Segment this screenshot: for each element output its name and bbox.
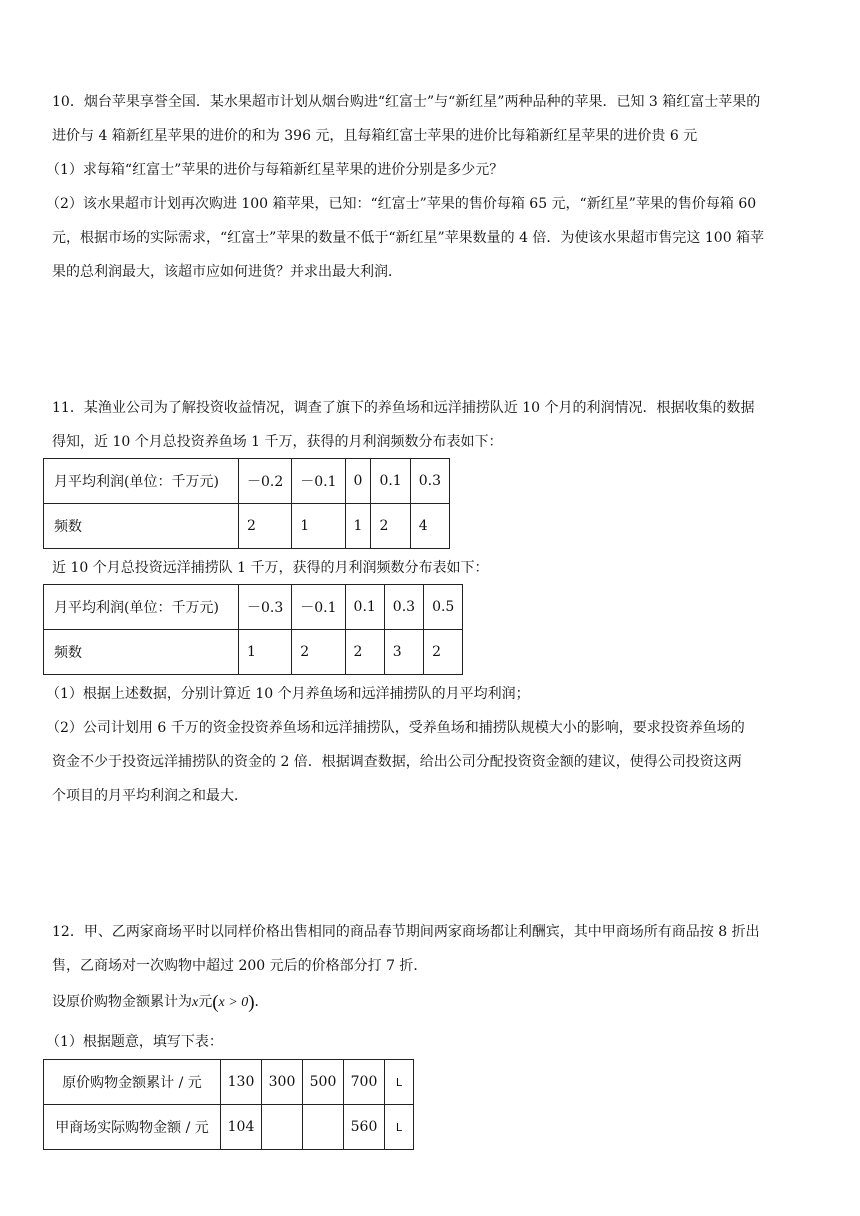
q10-part-2-line-2: 元，根据市场的实际需求，“红富士”苹果的数量不低于“新红星”苹果数量的 4 倍．为使该水果超市售完这 100 箱苹 bbox=[52, 230, 765, 246]
paren-close: ) bbox=[248, 992, 255, 1013]
table-cell: 2 bbox=[345, 630, 384, 675]
table-cell bbox=[262, 1105, 303, 1150]
q10-line-1: 10．烟台苹果享誉全国．某水果超市计划从烟台购进“红富士”与“新红星”两种品种的苹果．已知 3 箱红富士苹果的 bbox=[52, 94, 761, 110]
table-cell: －0.2 bbox=[239, 459, 292, 504]
table-row bbox=[44, 459, 450, 504]
fleet-profit-table bbox=[43, 584, 463, 675]
table-cell: －0.3 bbox=[239, 585, 292, 630]
table-header-cell: 月平均利润(单位：千万元) bbox=[44, 459, 239, 504]
table-cell: 2 bbox=[239, 504, 292, 549]
variable-x: x bbox=[192, 995, 199, 1010]
table-row bbox=[44, 1105, 414, 1150]
table-cell: 0.1 bbox=[371, 459, 410, 504]
q12-line-3-end: ． bbox=[254, 994, 269, 1010]
table-cell: 0.5 bbox=[424, 585, 463, 630]
table-row bbox=[44, 504, 450, 549]
table-cell: 0.3 bbox=[384, 585, 423, 630]
table-row bbox=[44, 585, 463, 630]
table-header-cell: 频数 bbox=[44, 630, 239, 675]
table-header-cell: 频数 bbox=[44, 504, 239, 549]
q11-line-2: 得知，近 10 个月总投资养鱼场 1 千万，获得的月利润频数分布表如下： bbox=[52, 434, 503, 450]
table-cell: 1 bbox=[239, 630, 292, 675]
q12-line-2: 售，乙商场对一次购物中超过 200 元后的价格部分打 7 折． bbox=[52, 958, 428, 974]
table-cell: －0.1 bbox=[292, 459, 345, 504]
condition: x > 0 bbox=[218, 995, 249, 1010]
table-cell bbox=[303, 1105, 344, 1150]
q12-part-1: （1）根据题意，填写下表： bbox=[46, 1034, 223, 1050]
q12-line-3 bbox=[52, 992, 269, 1013]
table-cell: 2 bbox=[292, 630, 345, 675]
table-cell: 0.1 bbox=[345, 585, 384, 630]
table-cell: 0 bbox=[345, 459, 371, 504]
q12-line-3-unit: 元 bbox=[198, 994, 213, 1010]
table-cell: 3 bbox=[384, 630, 423, 675]
q11-part-1: （1）根据上述数据，分别计算近 10 个月养鱼场和远洋捕捞队的月平均利润； bbox=[46, 686, 530, 702]
table-cell: 560 bbox=[344, 1105, 385, 1150]
table-cell: 4 bbox=[410, 504, 449, 549]
table-header-cell: 月平均利润(单位：千万元) bbox=[44, 585, 239, 630]
table-cell: 2 bbox=[424, 630, 463, 675]
table-header-cell: 原价购物金额累计 / 元 bbox=[44, 1060, 221, 1105]
paren-open: ( bbox=[212, 992, 219, 1013]
table-cell: 500 bbox=[303, 1060, 344, 1105]
q11-line-1: 11．某渔业公司为了解投资收益情况，调查了旗下的养鱼场和远洋捕捞队近 10 个月的利润情况．根据收集的数据 bbox=[52, 400, 755, 416]
q10-part-2-line-1: （2）该水果超市计划再次购进 100 箱苹果，已知：“红富士”苹果的售价每箱 65 元，“新红星”苹果的售价每箱 60 bbox=[46, 196, 757, 212]
q11-part-2-line-3: 个项目的月平均利润之和最大． bbox=[52, 788, 248, 804]
fish-farm-profit-table bbox=[43, 458, 450, 549]
q10-line-2: 进价与 4 箱新红星苹果的进价的和为 396 元，且每箱红富士苹果的进价比每箱新红星苹果的进价贵 6 元 bbox=[52, 128, 698, 144]
q11-part-2-line-1: （2）公司计划用 6 千万的资金投资养鱼场和远洋捕捞队，受养鱼场和捕捞队规模大小的影响，要求投资养鱼场的 bbox=[46, 720, 745, 736]
table-cell: 130 bbox=[221, 1060, 262, 1105]
table-cell: －0.1 bbox=[292, 585, 345, 630]
table-cell: 300 bbox=[262, 1060, 303, 1105]
table-cell: 1 bbox=[292, 504, 345, 549]
table-header-cell: 甲商场实际购物金额 / 元 bbox=[44, 1105, 221, 1150]
table-cell: 1 bbox=[345, 504, 371, 549]
price-table bbox=[43, 1059, 414, 1150]
q10-part-2-line-3: 果的总利润最大，该超市应如何进货？并求出最大利润． bbox=[52, 264, 402, 280]
table-cell: 2 bbox=[371, 504, 410, 549]
table-cell: L bbox=[385, 1105, 414, 1150]
q12-line-3-prefix: 设原价购物金额累计为 bbox=[52, 994, 192, 1010]
table-cell: 104 bbox=[221, 1105, 262, 1150]
q12-line-1: 12．甲、乙两家商场平时以同样价格出售相同的商品春节期间两家商场都让利酬宾，其中甲商场所有商品按 8 折出 bbox=[52, 924, 760, 940]
table-row bbox=[44, 630, 463, 675]
table-cell: 700 bbox=[344, 1060, 385, 1105]
q11-mid-line: 近 10 个月总投资远洋捕捞队 1 千万，获得的月利润频数分布表如下： bbox=[52, 560, 489, 576]
table-cell: L bbox=[385, 1060, 414, 1105]
q11-part-2-line-2: 资金不少于投资远洋捕捞队的资金的 2 倍．根据调查数据，给出公司分配投资资金额的建议，使得公司投资这两 bbox=[52, 754, 742, 770]
table-row bbox=[44, 1060, 414, 1105]
q10-part-1: （1）求每箱“红富士”苹果的进价与每箱新红星苹果的进价分别是多少元？ bbox=[46, 162, 504, 178]
table-cell: 0.3 bbox=[410, 459, 449, 504]
